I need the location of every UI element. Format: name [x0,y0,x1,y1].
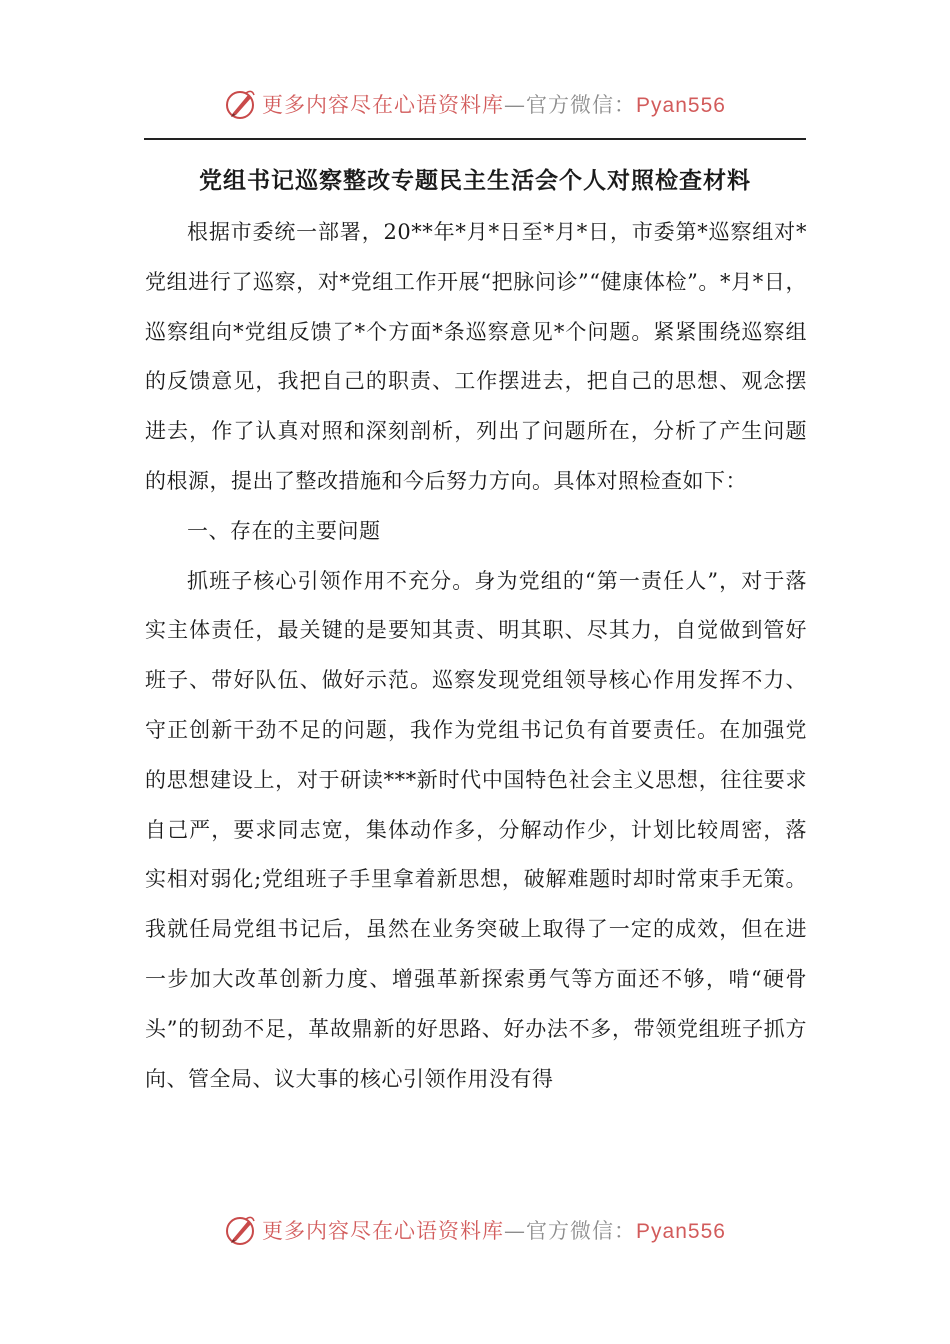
document-title: 党组书记巡察整改专题民主生活会个人对照检查材料 [199,167,751,194]
paragraph-problem: 抓班子核心引领作用不充分。身为党组的“第一责任人”，对于落实主体责任，最关键的是要知其责、明其职、尽其力，自觉做到管好班子、带好队伍、做好示范。巡察发现党组领导核心作用发挥不力、守正创新干劲不足的问题，我作为党组书记负有首要责任。在加强党的思想建设上，对于研读***新时代中国特色社会主义思想，往往要求自己严，要求同志宽，集体动作多，分解动作少，计划比较周密，落实相对弱化;党组班子手里拿着新思想，破解难题时却时常束手无策。我就任局党组书记后，虽然在业务突破上取得了一定的成效，但在进一步加大改革创新力度、增强革新探索勇气等方面还不够，啃“硬骨头”的韧劲不足，革故鼎新的好思路、好办法不多，带领党组班子抓方向、管全局、议大事的核心引领作用没有得 [145,568,807,1091]
banner-dash: — [504,93,527,117]
banner-text [262,89,726,119]
document-body [145,208,807,1104]
section-heading: 一、存在的主要问题 [187,518,381,543]
banner-wechat-id: Pyan556 [636,1220,726,1243]
paragraph-intro: 根据市委统一部署，20**年*月*日至*月*日，市委第*巡察组对*党组进行了巡察，对*党组工作开展“把脉问诊”“健康体检”。*月*日，巡察组向*党组反馈了*个方面*条巡察意见*个问题。紧紧围绕巡察组的反馈意见，我把自己的职责、工作摆进去，把自己的思想、观念摆进去，作了认真对照和深刻剖析，列出了问题所在，分析了产生问题的根源，提出了整改措施和今后努力方向。具体对照检查如下： [145,220,807,493]
banner-wechat-label: 官方微信： [526,93,637,117]
banner-text [262,1215,726,1245]
footer-banner [0,1210,950,1250]
banner-wechat-id: Pyan556 [636,94,726,117]
pen-logo-icon [224,1213,258,1247]
banner-site-text: 更多内容尽在心语资料库 [262,1219,505,1243]
banner-dash: — [504,1219,527,1243]
header-divider [144,138,806,140]
banner-site-text: 更多内容尽在心语资料库 [262,93,505,117]
banner-wechat-label: 官方微信： [526,1219,637,1243]
pen-logo-icon [224,87,258,121]
header-banner [0,84,950,124]
